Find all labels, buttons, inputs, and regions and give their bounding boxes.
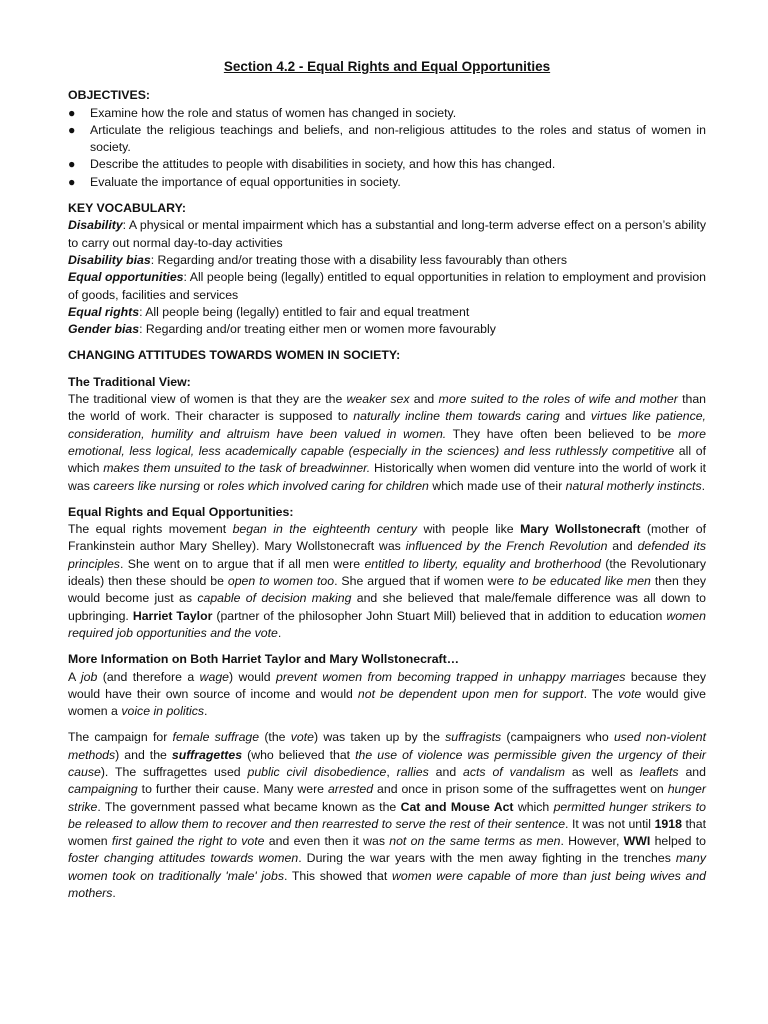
more-info-heading: More Information on Both Harriet Taylor and Mary Wollstonecraft… xyxy=(68,652,460,667)
text-run: makes them unsuited to the task of breadwinner. xyxy=(103,461,371,476)
text-run: job xyxy=(80,669,98,684)
text-run: public civil disobedience xyxy=(247,764,387,779)
text-run: wage xyxy=(199,669,229,684)
vocabulary-list xyxy=(68,217,706,338)
text-run: used non-violent methods xyxy=(68,730,706,762)
changing-attitudes-heading: CHANGING ATTITUDES TOWARDS WOMEN IN SOCIETY: xyxy=(68,348,401,363)
bullet-icon: ● xyxy=(68,122,76,137)
text-run: with people like xyxy=(417,522,521,537)
text-run: . She argued that if women were xyxy=(334,574,519,589)
text-run: entitled to liberty, equality and brotherhood xyxy=(364,556,601,571)
text-run: natural motherly instincts xyxy=(565,478,702,493)
text-run: vote xyxy=(290,730,314,745)
text-run: the use of violence was permissible given the urgency of their cause xyxy=(68,747,706,779)
objectives-list xyxy=(68,105,706,191)
text-run: and xyxy=(409,392,439,407)
list-item xyxy=(68,156,706,173)
text-run: as well as xyxy=(564,764,640,779)
bullet-icon: ● xyxy=(68,105,76,120)
objective-text: Evaluate the importance of equal opportunities in society. xyxy=(90,174,401,189)
page-title: Section 4.2 - Equal Rights and Equal Opportunities xyxy=(223,59,551,74)
vocabulary-definition: : Regarding and/or treating either men or women more favourably xyxy=(139,322,496,337)
vocabulary-definition: : All people being (legally) entitled to fair and equal treatment xyxy=(139,304,470,319)
text-run: Historically when women did venture into the world of work it was xyxy=(68,461,706,493)
text-run: than the world of work. Their character is supposed to xyxy=(68,392,706,424)
text-run: defended its principles xyxy=(68,539,706,571)
text-run: (partner of the philosopher John Stuart Mill) believed that in addition to education xyxy=(212,608,667,623)
text-run: (campaigners who xyxy=(501,730,614,745)
bullet-icon: ● xyxy=(68,157,76,172)
vocabulary-entry xyxy=(68,321,706,338)
text-run: They have often been believed to be xyxy=(446,426,678,441)
text-run: weaker sex xyxy=(346,392,410,407)
list-item xyxy=(68,105,706,122)
vocabulary-term: Equal opportunities xyxy=(68,270,184,285)
text-run: . xyxy=(701,478,706,493)
text-run: influenced by the French Revolution xyxy=(405,539,608,554)
document-page xyxy=(68,58,706,902)
text-run: (mother of Frankinstein author Mary Shelley). Mary Wollstonecraft was xyxy=(68,522,706,554)
vocabulary-term: Disability xyxy=(68,218,123,233)
text-run: which made use of their xyxy=(428,478,566,493)
text-run: hunger strike xyxy=(68,782,706,814)
text-run: ). The suffragettes used xyxy=(100,764,248,779)
text-run: The traditional view of women is that they are the xyxy=(68,392,347,407)
list-item xyxy=(68,174,706,191)
text-run: Mary Wollstonecraft xyxy=(520,522,641,537)
text-run: Harriet Taylor xyxy=(132,608,213,623)
vocabulary-term: Disability bias xyxy=(68,252,151,267)
bullet-icon: ● xyxy=(68,174,76,189)
text-run: vote xyxy=(618,686,642,701)
vocabulary-entry xyxy=(68,252,706,269)
objective-text: Describe the attitudes to people with disabilities in society, and how this has changed. xyxy=(90,157,556,172)
text-run: capable of decision making xyxy=(197,591,352,606)
text-run: helped to xyxy=(650,834,707,849)
text-run: . During the war years with the men away fighting in the trenches xyxy=(298,851,676,866)
text-run: would give women a xyxy=(68,686,706,719)
text-run: WWI xyxy=(623,834,651,849)
text-run: acts of vandalism xyxy=(463,764,565,779)
text-run: and xyxy=(428,764,464,779)
text-run: suffragettes xyxy=(171,747,243,762)
text-run: . This showed that xyxy=(283,868,392,883)
text-run: female suffrage xyxy=(172,730,260,745)
more-info-paragraph xyxy=(68,669,706,721)
traditional-view-heading: The Traditional View: xyxy=(68,374,191,389)
vocabulary-heading: KEY VOCABULARY: xyxy=(68,201,186,216)
text-run: women were capable of more than just being wives and mothers xyxy=(68,868,706,901)
equal-rights-heading: Equal Rights and Equal Opportunities: xyxy=(68,504,294,519)
text-run: or xyxy=(199,478,218,493)
text-run: because they would have their own source of income and would xyxy=(68,669,706,701)
text-run: and she believed that male/female difference was all down to upbringing. xyxy=(68,591,706,623)
text-run: The campaign for xyxy=(68,730,173,745)
text-run: ) would xyxy=(229,669,277,684)
text-run: (who believed that xyxy=(242,747,356,762)
text-run: foster changing attitudes towards women xyxy=(68,851,299,866)
text-run: first gained the right to vote xyxy=(111,834,265,849)
vocabulary-entry xyxy=(68,217,706,252)
list-item xyxy=(68,122,706,157)
suffrage-paragraph xyxy=(68,729,706,902)
vocabulary-entry xyxy=(68,304,706,321)
text-run: that women xyxy=(68,816,706,849)
text-run: open to women too xyxy=(227,574,335,589)
text-run: and xyxy=(559,409,591,424)
text-run: . She went on to argue that if all men were xyxy=(119,556,365,571)
text-run: voice in politics xyxy=(121,704,205,719)
text-run: Cat and Mouse Act xyxy=(400,799,514,814)
text-run: (the xyxy=(259,730,291,745)
text-run: leaflets xyxy=(639,764,679,779)
text-run: campaigning xyxy=(68,782,138,797)
text-run: and even then it was xyxy=(264,834,390,849)
text-run: suffragists xyxy=(445,730,502,745)
text-run: and xyxy=(678,764,706,779)
vocabulary-definition: : All people being (legally) entitled to equal opportunities in relation to employment and provision of goods, facilities and services xyxy=(68,270,707,302)
text-run: all of which xyxy=(68,443,706,476)
text-run: more suited to the roles of wife and mother xyxy=(438,392,678,407)
objective-text: Examine how the role and status of women has changed in society. xyxy=(90,105,457,120)
text-run: . The government passed what became known as the xyxy=(97,799,401,814)
text-run: then they would become just as xyxy=(68,574,706,606)
vocabulary-definition: : A physical or mental impairment which has a substantial and long-term adverse effect on a person’s ability to carry out normal day-to-day activities xyxy=(68,218,706,250)
text-run: which xyxy=(513,799,554,814)
text-run: careers like nursing xyxy=(93,478,200,493)
text-run: virtues like patience, consideration, humility and altruism have been valued in women. xyxy=(68,409,706,441)
text-run: permitted hunger strikers to be released to allow them to recover and then rearrested to serve the rest of their sentence xyxy=(68,799,706,831)
text-run: naturally incline them towards caring xyxy=(353,409,560,424)
text-run: and once in prison some of the suffragettes went on xyxy=(373,782,668,797)
text-run: arrested xyxy=(327,782,374,797)
text-run: A xyxy=(68,669,81,684)
text-run: more emotional, less logical, less academically capable (especially in the sciences) and less ruthlessly competitive xyxy=(68,426,706,458)
vocabulary-entry xyxy=(68,269,706,304)
text-run: 1918 xyxy=(654,816,682,831)
vocabulary-definition: : Regarding and/or treating those with a disability less favourably than others xyxy=(150,252,567,267)
text-run: to be educated like men xyxy=(518,574,651,589)
text-run: . xyxy=(277,625,282,640)
vocabulary-term: Gender bias xyxy=(68,322,140,337)
vocabulary-term: Equal rights xyxy=(68,304,140,319)
objective-text: Articulate the religious teachings and beliefs, and non-religious attitudes to the roles and status of women in society. xyxy=(90,122,706,155)
text-run: rallies xyxy=(396,764,429,779)
text-run: The equal rights movement xyxy=(68,522,233,537)
text-run: roles which involved caring for children xyxy=(217,478,429,493)
text-run: and xyxy=(607,539,638,554)
text-run: . However, xyxy=(560,834,624,849)
text-run: . xyxy=(112,886,116,901)
text-run: not on the same terms as men xyxy=(389,834,561,849)
text-run: women required job opportunities and the vote xyxy=(68,608,706,640)
text-run: not be dependent upon men for support xyxy=(357,686,584,701)
traditional-view-paragraph xyxy=(68,391,706,495)
objectives-heading: OBJECTIVES: xyxy=(68,88,150,103)
text-run: , xyxy=(386,764,397,779)
text-run: to further their cause. Many were xyxy=(137,782,328,797)
text-run: . xyxy=(204,704,208,719)
text-run: many women took on traditionally 'male' jobs xyxy=(68,851,706,883)
text-run: . It was not until xyxy=(565,816,655,831)
text-run: (the Revolutionary ideals) then these should be xyxy=(68,556,707,589)
text-run: . The xyxy=(583,686,619,701)
equal-rights-paragraph xyxy=(68,521,706,642)
text-run: ) and the xyxy=(115,747,172,762)
text-run: ) was taken up by the xyxy=(314,730,446,745)
text-run: prevent women from becoming trapped in unhappy marriages xyxy=(276,669,626,684)
text-run: (and therefore a xyxy=(97,669,200,684)
text-run: began in the eighteenth century xyxy=(232,522,418,537)
